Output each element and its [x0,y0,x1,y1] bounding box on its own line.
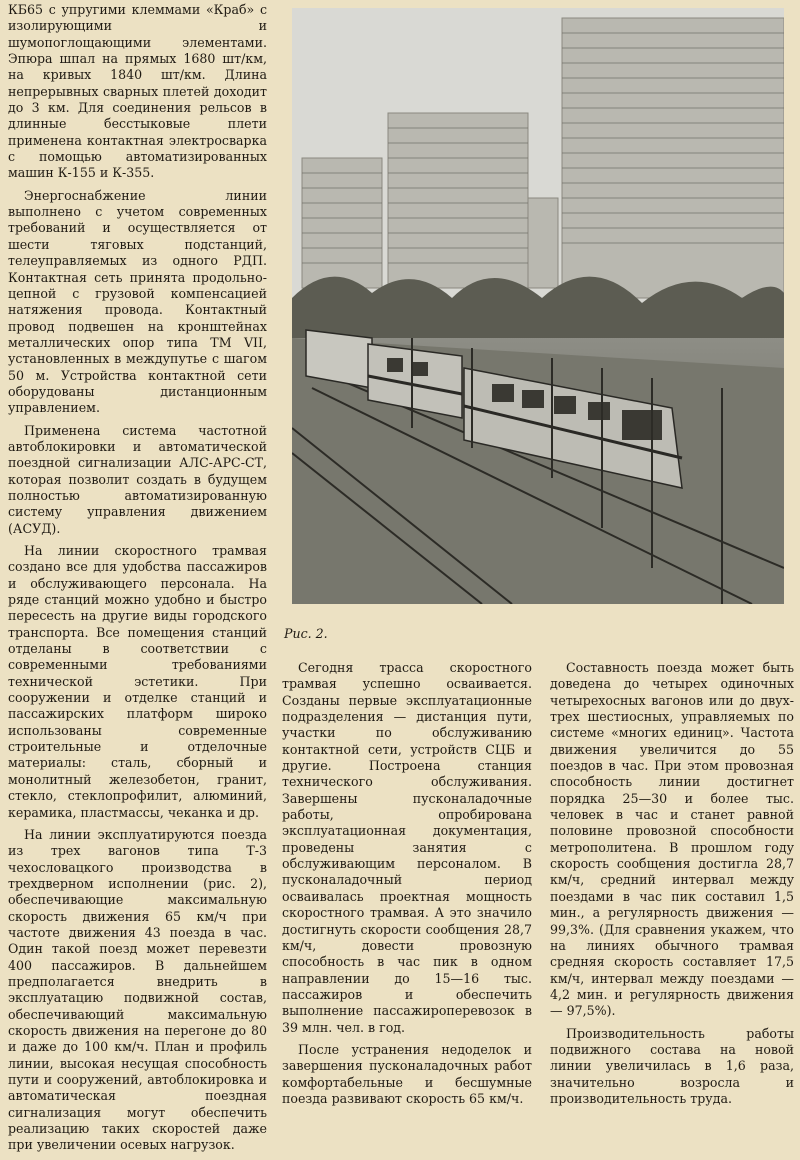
paragraph: Энергоснабжение линии выполнено с учетом современных требований и осуществляется от шести тяговых подстанций, телеуправляемых из одного РДП. Контактная сеть принята продольно-цепной с грузовой компенсацией натяжения провода. Контактный провод подвешен на кронштейнах металлических опор типа ТМ VII, установленных в междупутье с шагом 50 м. Устройства контактной сети оборудованы дистанционным управлением. [8,187,267,416]
figure-caption: Рис. 2. [284,626,328,641]
paragraph: Составность поезда может быть доведена до четырех одиночных четырехосных вагонов или до двух-трех шестиосных, управляемых по системе «многих единиц». Частота движения увеличится до 55 поездов в час. При этом провозная способность линии достигнет порядка 25—30 и более тыс. человек в час и станет равной половине провозной способности метрополитена. В прошлом году скорость сообщения достигла 28,7 км/ч, средний интервал между поездами в час пик составил 1,5 мин., а регулярность движения — 99,3%. (Для сравнения укажем, что на линиях обычного трамвая средняя скорость составляет 17,5 км/ч, интервал между поездами — 4,2 мин. и регулярность движения — 97,5%). [550,660,794,1019]
paragraph: Сегодня трасса скоростного трамвая успешно осваивается. Созданы первые эксплуатационные подразделения — дистанция пути, участки по обслуживанию контактной сети, устройств СЦБ и другие. Построена станция технического обслуживания. Завершены пусконаладочные работы, опробирована эксплуатационная документация, проведены занятия с обслуживающим персоналом. В пусконаладочный период осваивалась проектная мощность скоростного трамвая. А это значило достигнуть скорости сообщения 28,7 км/ч, довести провозную способность в час пик в одном направлении до 15—16 тыс. пассажиров и обеспечить выполнение пассажироперевозок в 39 млн. чел. в год. [282,660,532,1035]
paragraph: На линии скоростного трамвая создано все для удобства пассажиров и обслуживающего персонала. На ряде станций можно удобно и быстро пересесть на другие виды городского транспорта. Все помещения станций отделаны в соответствии с современными требованиями технической эстетики. При сооружении и отделке станций и пассажирских платформ широко использованы современные строительные и отделочные материалы: сталь, сборный и монолитный железобетон, гранит, стекло, стеклопрофилит, алюминий, керамика, пластмассы, чеканка и др. [8,543,267,820]
left-text-column [8,2,267,1160]
right-text-column [550,660,794,1113]
paragraph: Производительность работы подвижного состава на новой линии увеличилась в 1,6 раза, значительно возросла и производительность труда. [550,1025,794,1106]
paragraph: КБ65 с упругими клеммами «Краб» с изолирующими и шумопоглощающими элементами. Эпюра шпал на прямых 1680 шт/км, на кривых 1840 шт/км. Длина непрерывных сварных плетей доходит до 3 км. Для соединения рельсов в длинные бесстыковые плети применена контактная электросварка с помощью автоматизированных машин К-155 и К-355. [8,2,267,181]
paragraph: После устранения недоделок и завершения пусконаладочных работ комфортабельные и бесшумные поезда развивают скорость 65 км/ч. [282,1041,532,1106]
tram-photo-illustration [292,8,784,604]
tram-photo [292,8,784,604]
middle-text-column [282,660,532,1113]
paragraph: На линии эксплуатируются поезда из трех вагонов типа Т-3 чехословацкого производства в трехдверном исполнении (рис. 2), обеспечивающие максимальную скорость движения 65 км/ч при частоте движения 43 поезда в час. Один такой поезд может перевезти 400 пассажиров. В дальнейшем предполагается внедрить в эксплуатацию подвижной состав, обеспечивающий максимальную скорость движения на перегоне до 80 и даже до 100 км/ч. План и профиль линии, высокая несущая способность пути и сооружений, автоблокировка и автоматическая поездная сигнализация могут обеспечить реализацию таких скоростей даже при увеличении осевых нагрузок. [8,826,267,1153]
paragraph: Применена система частотной автоблокировки и автоматической поездной сигнализации АЛС-АРС-СТ, которая позволит создать в будущем полностью автоматизированную систему управления движением (АСУД). [8,422,267,536]
